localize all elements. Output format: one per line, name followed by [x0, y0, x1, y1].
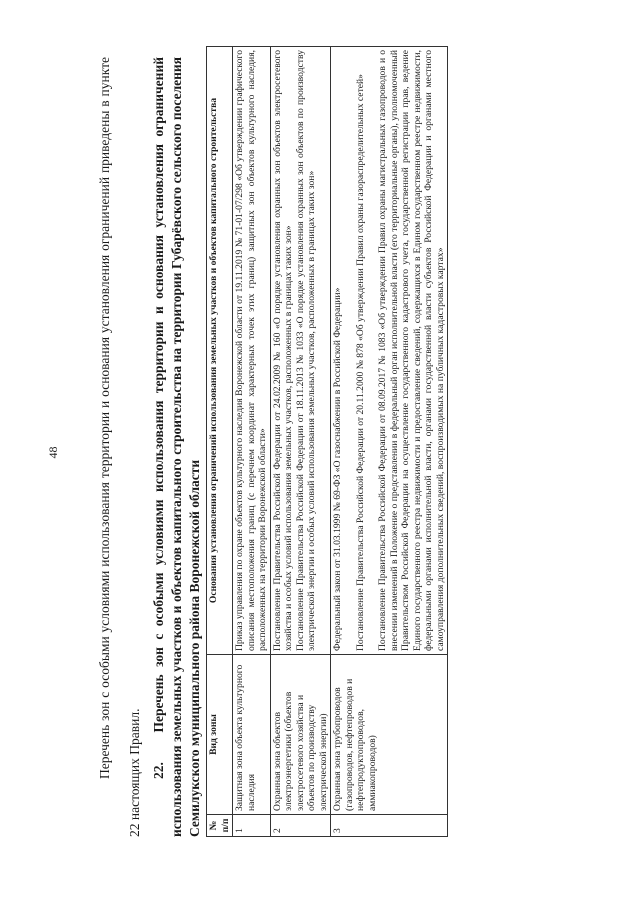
header-num: № п/п	[207, 815, 233, 837]
table-row	[331, 47, 448, 837]
basis-paragraph: Постановление Правительства Российской Федерации от 08.09.2017 № 1083 «Об утверждении Правил охраны магистральных газопроводов и о внесении изменений в Положение о представлении в федеральный орган исполнительной власти (его территориальные органы), уполномоченный Правительством Российской Федерации на осуществление государственного кадастрового учета, государственной регистрации прав, ведение Единого государственного реестра недвижимости и предоставление сведений, содержащихся в Едином государственном реестре недвижимости, федеральными органами исполнительной власти, органами государственной власти субъектов Российской Федерации и органами местного самоуправления дополнительных сведений, воспроизводимых на публичных кадастровых картах»	[377, 50, 446, 651]
row-basis	[233, 47, 271, 655]
basis-paragraph: Федеральный закон от 31.03.1999 № 69-ФЗ «О газоснабжении в Российской Федерации»	[332, 287, 343, 651]
basis-paragraph: Постановление Правительства Российской Федерации от 24.02.2009 № 160 «О порядке установления охранных зон объектов электросетевого хозяйства и особых условий использования земельных участков, расположенных в границах таких зон»	[271, 50, 294, 651]
intro-paragraph: Перечень зон с особыми условиями использования территории и основания установления ограничений приведены в пункте 22 настоящих Правил.	[96, 57, 142, 837]
section-heading	[150, 57, 204, 837]
row-num: 2	[270, 815, 331, 837]
section-title-text: Перечень зон с особыми условиями использования территории и основания установления ограничений использования земельных участков и объектов капитального строительства на территории Губарёвского сельского поселения Семилукского муниципального района Воронежской области	[150, 57, 202, 837]
basis-paragraph: Постановление Правительства Российской Федерации от 18.11.2013 № 1033 «О порядке установления охранных зон объектов по производству электрической энергии и особых условий использования земельных участков, расположенных в границах таких зон»	[294, 50, 317, 651]
row-zone: Охранная зона объектов электроэнергетики (объектов электросетевого хозяйства и объектов по производству электрической энергии)	[270, 655, 331, 815]
table-row	[270, 47, 331, 837]
zones-table	[206, 46, 448, 837]
table-header-row	[207, 47, 233, 837]
basis-paragraph: Постановление Правительства Российской Федерации от 20.11.2000 № 878 «Об утверждении Правил охраны газораспределительных сетей»	[354, 74, 366, 651]
section-number: 22.	[150, 762, 166, 779]
row-basis	[331, 47, 448, 655]
row-basis	[270, 47, 331, 655]
header-basis: Основания установления ограничений использования земельных участков и объектов капитального строительства	[207, 47, 233, 655]
header-zone: Вид зоны	[207, 655, 233, 815]
row-num: 1	[233, 815, 271, 837]
table-row	[233, 47, 271, 837]
row-num: 3	[331, 815, 448, 837]
row-zone: Охранная зона трубопроводов (газопроводов, нефтепроводов и нефтепродуктопроводов, аммиакопроводов)	[331, 655, 448, 815]
basis-paragraph: Приказ управления по охране объектов культурного наследия Воронежской области от 19.11.2019 № 71-01-07/298 «Об утверждении графического описания местоположения границ (с перечнем координат характерных точек этих границ) защитных зон объектов культурного наследия, расположенных на территории Воронежской области»	[234, 50, 268, 651]
row-zone: Защитная зона объекта культурного наследия	[233, 655, 271, 815]
page-number: 48	[46, 446, 60, 459]
